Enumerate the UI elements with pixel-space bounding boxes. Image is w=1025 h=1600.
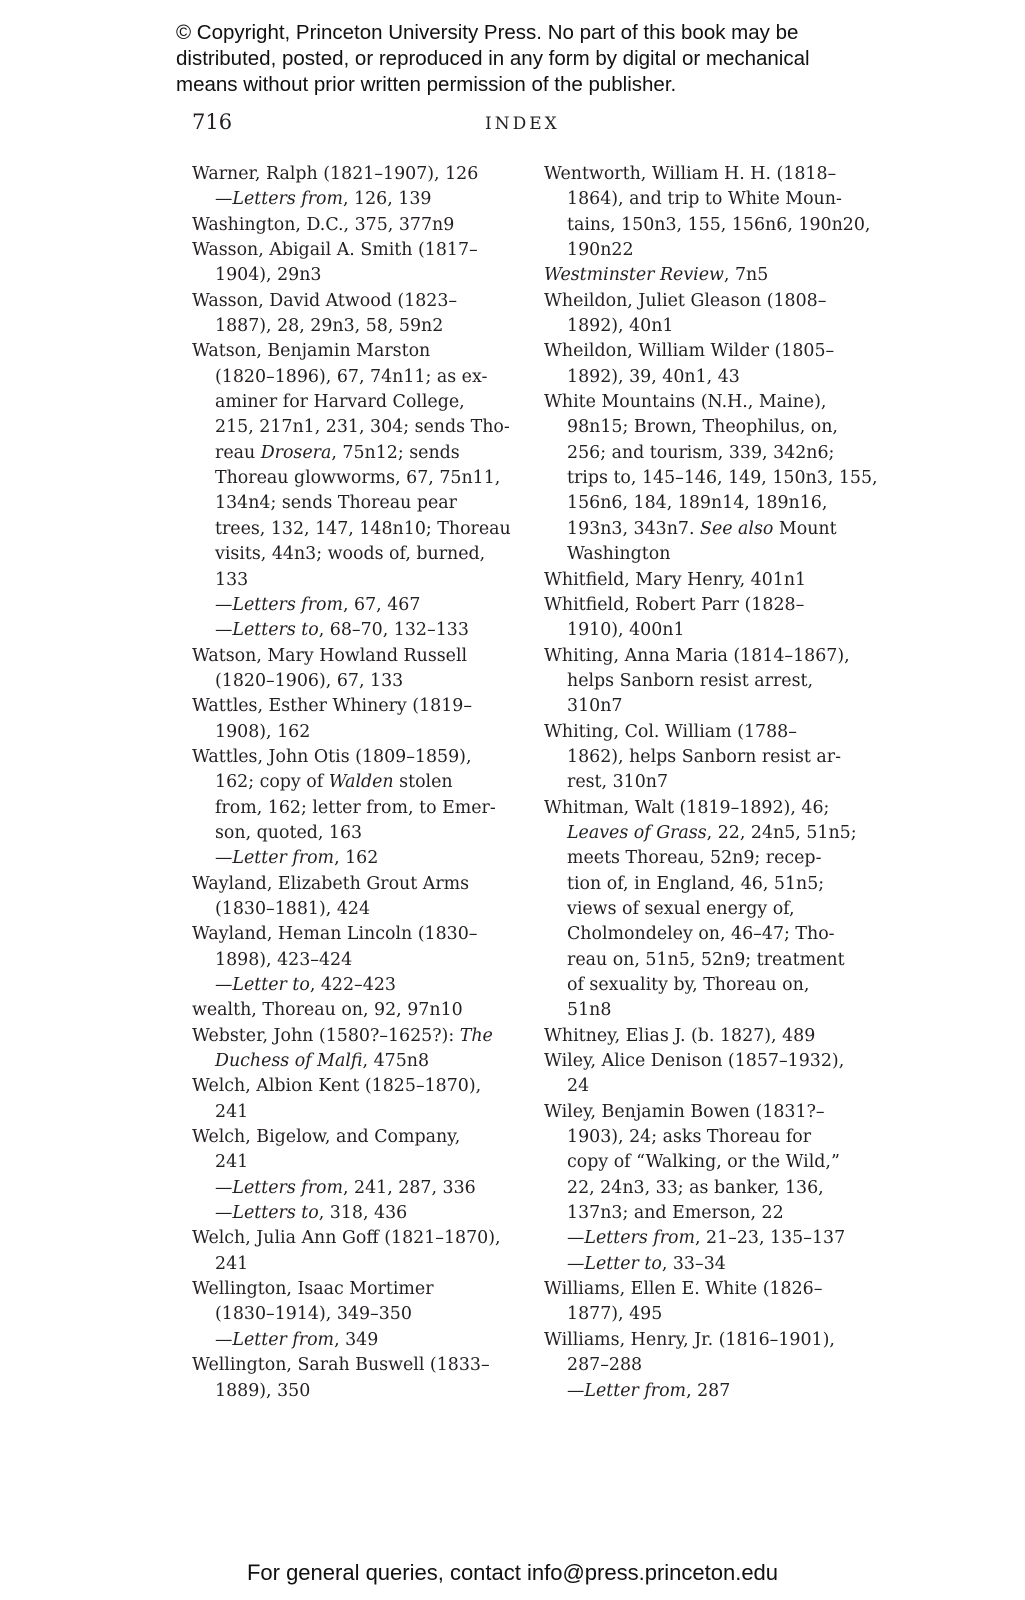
index-entry [192, 1024, 530, 1049]
index-text: Thoreau glowworms, 67, 75n11, [215, 468, 501, 489]
index-subline [544, 846, 894, 871]
index-subline [192, 973, 530, 998]
index-subline [544, 1074, 894, 1099]
index-italic-text: —Letter from [567, 1380, 687, 1401]
index-subline [544, 1176, 894, 1201]
index-entry [544, 339, 894, 364]
index-text: 256; and tourism, 339, 342n6; [567, 442, 835, 463]
index-italic-text: See also [700, 518, 774, 539]
index-text: , 67, 467 [342, 594, 421, 615]
footer-contact: For general queries, contact info@press.princeton.edu [246, 1560, 779, 1585]
index-italic-text: —Letters from [215, 189, 343, 210]
index-text: 1892), 39, 40n1, 43 [567, 366, 740, 387]
index-text: Welch, Albion Kent (1825–1870), [192, 1076, 482, 1097]
index-subline [544, 1353, 894, 1378]
index-text: Williams, Henry, Jr. (1816–1901), [544, 1329, 835, 1350]
index-text: , 422–423 [309, 975, 396, 995]
index-italic-text: The [459, 1025, 493, 1046]
index-entry [192, 339, 530, 364]
copyright-line: means without prior written permission of the publisher. [176, 73, 677, 96]
index-text: , 33–34 [661, 1253, 726, 1274]
index-entry [544, 1100, 894, 1125]
index-subline [544, 694, 894, 719]
index-text: Wattles, John Otis (1809–1859), [192, 746, 472, 767]
index-text: tains, 150n3, 155, 156n6, 190n20, [567, 214, 871, 235]
index-subline [192, 466, 530, 491]
index-subline [544, 1302, 894, 1327]
index-subline [544, 770, 894, 795]
index-subline [544, 821, 894, 846]
running-head: INDEX [485, 114, 560, 134]
index-text: Wiley, Alice Denison (1857–1932), [544, 1051, 845, 1072]
index-subline [192, 187, 530, 212]
index-entry [544, 644, 894, 669]
index-italic-text: —Letter to [567, 1253, 662, 1274]
index-text: 134n4; sends Thoreau pear [215, 493, 457, 514]
index-subline [192, 314, 530, 339]
index-subline [192, 1100, 530, 1125]
index-italic-text: —Letters from [215, 594, 343, 615]
index-text: Warner, Ralph (1821–1907), 126 [192, 164, 479, 184]
index-subline [192, 517, 530, 542]
index-entry [192, 745, 530, 770]
index-subline [192, 568, 530, 593]
index-text: Whiting, Anna Maria (1814–1867), [544, 645, 850, 666]
index-subline [544, 618, 894, 643]
index-italic-text: —Letter from [215, 848, 335, 869]
index-text: , 162 [334, 848, 379, 869]
index-subline [192, 1049, 530, 1074]
index-text: 1898), 423–424 [215, 949, 353, 970]
index-text: rest, 310n7 [567, 772, 669, 793]
index-subline [192, 948, 530, 973]
index-column-right [544, 162, 894, 1404]
index-text: 22, 24n3, 33; as banker, 136, [567, 1177, 824, 1198]
index-entry [544, 1049, 894, 1074]
index-entry [544, 796, 894, 821]
index-subline [544, 187, 894, 212]
index-text: 193n3, 343n7. [567, 518, 701, 539]
index-text: visits, 44n3; woods of, burned, [215, 544, 486, 565]
index-entry [192, 238, 530, 263]
index-subline [544, 213, 894, 238]
index-entry [544, 720, 894, 745]
index-text: Wattles, Esther Whinery (1819– [192, 696, 473, 717]
index-text: Wellington, Sarah Buswell (1833– [192, 1355, 490, 1376]
index-text: Wasson, David Atwood (1823– [192, 290, 458, 311]
index-subline [544, 1379, 894, 1404]
index-text: tion of, in England, 46, 51n5; [567, 873, 825, 894]
index-text: reau on, 51n5, 52n9; treatment [567, 949, 845, 970]
index-text: , 22, 24n5, 51n5; [706, 822, 857, 843]
index-subline [544, 669, 894, 694]
index-text: , 68–70, 132–133 [318, 620, 469, 641]
index-text: 241 [215, 1101, 249, 1122]
index-subline [192, 720, 530, 745]
index-subline [192, 897, 530, 922]
index-text: reau [215, 442, 261, 463]
index-text: from, 162; letter from, to Emer- [215, 797, 496, 818]
copyright-line: © Copyright, Princeton University Press. No part of this book may be [176, 21, 799, 44]
index-subline [544, 1252, 894, 1277]
index-entry [544, 289, 894, 314]
index-entry [192, 998, 530, 1023]
index-text: 137n3; and Emerson, 22 [567, 1203, 784, 1224]
index-text: Whitman, Walt (1819–1892), 46; [544, 797, 830, 818]
index-subline [544, 1226, 894, 1251]
index-entry [192, 872, 530, 897]
index-text: (1830–1914), 349–350 [215, 1304, 412, 1325]
index-subline [544, 365, 894, 390]
index-entry [544, 1328, 894, 1353]
index-subline [192, 390, 530, 415]
index-entry [192, 644, 530, 669]
index-text: , 21–23, 135–137 [694, 1228, 846, 1249]
index-text: Wheildon, Juliet Gleason (1808– [544, 290, 827, 311]
index-text: (1830–1881), 424 [215, 898, 371, 919]
index-subline [544, 872, 894, 897]
index-subline [192, 263, 530, 288]
index-subline [544, 922, 894, 947]
index-entry [192, 162, 530, 187]
index-entry [544, 1277, 894, 1302]
index-entry [192, 289, 530, 314]
index-subline [544, 314, 894, 339]
index-entry [544, 568, 894, 593]
index-text: 1887), 28, 29n3, 58, 59n2 [215, 316, 444, 337]
index-text: meets Thoreau, 52n9; recep- [567, 848, 822, 869]
index-subline [544, 542, 894, 567]
index-entry [192, 1353, 530, 1378]
index-text: Watson, Mary Howland Russell [192, 645, 468, 666]
index-subline [192, 618, 530, 643]
index-subline [192, 365, 530, 390]
index-text: Wasson, Abigail A. Smith (1817– [192, 240, 478, 261]
index-text: of sexuality by, Thoreau on, [567, 975, 810, 995]
index-text: 51n8 [567, 1000, 612, 1021]
index-text: Wentworth, William H. H. (1818– [544, 164, 837, 184]
index-text: 98n15; Brown, Theophilus, on, [567, 417, 838, 438]
index-text: Wayland, Heman Lincoln (1830– [192, 924, 478, 945]
index-subline [544, 973, 894, 998]
index-italic-text: —Letters from [567, 1228, 695, 1249]
index-text: , 349 [334, 1329, 379, 1350]
index-text: Whitney, Elias J. (b. 1827), 489 [544, 1025, 816, 1046]
index-entry [192, 922, 530, 947]
index-entry [544, 390, 894, 415]
index-text: 133 [215, 569, 249, 590]
index-italic-text: Drosera [260, 442, 332, 463]
index-subline [192, 415, 530, 440]
index-text: Welch, Julia Ann Goff (1821–1870), [192, 1228, 501, 1249]
index-subline [192, 1150, 530, 1175]
index-italic-text: —Letters to [215, 620, 319, 641]
index-text: 1903), 24; asks Thoreau for [567, 1127, 812, 1148]
index-subline [192, 1379, 530, 1404]
index-text: 162; copy of [215, 772, 329, 793]
index-text: Washington, D.C., 375, 377n9 [192, 214, 455, 235]
index-text: 1908), 162 [215, 721, 311, 742]
index-text: , 318, 436 [318, 1203, 408, 1224]
index-subline [544, 491, 894, 516]
index-entry [544, 1024, 894, 1049]
index-text: , 7n5 [723, 265, 769, 286]
index-text: Mount [773, 518, 837, 539]
index-text: 24 [567, 1076, 590, 1097]
index-text: Webster, John (1580?–1625?): [192, 1025, 460, 1046]
index-text: 215, 217n1, 231, 304; sends Tho- [215, 417, 510, 438]
index-text: Washington [567, 544, 671, 565]
index-text: Watson, Benjamin Marston [192, 341, 431, 362]
index-text: Cholmondeley on, 46–47; Tho- [567, 924, 835, 945]
index-text: , 75n12; sends [331, 442, 460, 463]
index-column-left [192, 162, 530, 1404]
index-subline [192, 1201, 530, 1226]
index-text: , 126, 139 [342, 189, 432, 210]
index-text: 287–288 [567, 1355, 643, 1376]
index-entry [192, 1226, 530, 1251]
index-subline [544, 517, 894, 542]
index-subline [192, 542, 530, 567]
index-text: 1864), and trip to White Moun- [567, 189, 842, 210]
index-italic-text: Westminster Review [544, 265, 724, 286]
index-entry [544, 162, 894, 187]
index-entry [544, 263, 894, 288]
index-entry [192, 1074, 530, 1099]
index-subline [544, 1150, 894, 1175]
index-italic-text: —Letters to [215, 1203, 319, 1224]
index-italic-text: Duchess of Malfi [215, 1051, 363, 1072]
index-text: Welch, Bigelow, and Company, [192, 1127, 461, 1148]
index-text: 1904), 29n3 [215, 265, 322, 286]
index-text: trips to, 145–146, 149, 150n3, 155, [567, 468, 878, 489]
index-text: 156n6, 184, 189n14, 189n16, [567, 493, 828, 514]
index-subline [192, 796, 530, 821]
index-italic-text: —Letter to [215, 975, 310, 995]
index-entry [192, 213, 530, 238]
index-text: White Mountains (N.H., Maine), [544, 392, 827, 413]
index-text: Wiley, Benjamin Bowen (1831?– [544, 1101, 825, 1122]
index-text: 241 [215, 1152, 249, 1173]
index-text: Wellington, Isaac Mortimer [192, 1279, 434, 1300]
index-subline [544, 1201, 894, 1226]
index-text: 1862), helps Sanborn resist ar- [567, 746, 841, 767]
index-subline [192, 821, 530, 846]
index-text: 1910), 400n1 [567, 620, 685, 641]
index-text: 241 [215, 1253, 249, 1274]
index-text: 190n22 [567, 240, 634, 261]
index-text: 1877), 495 [567, 1304, 663, 1325]
index-text: copy of “Walking, or the Wild,” [567, 1152, 840, 1173]
index-subline [544, 745, 894, 770]
page-number: 716 [192, 110, 233, 134]
index-italic-text: Leaves of Grass [567, 822, 707, 843]
index-text: Wayland, Elizabeth Grout Arms [192, 873, 470, 894]
index-subline [544, 897, 894, 922]
index-text: Williams, Ellen E. White (1826– [544, 1279, 823, 1300]
index-subline [192, 593, 530, 618]
copyright-line: distributed, posted, or reproduced in any form by digital or mechanical [176, 47, 810, 70]
index-text: stolen [393, 772, 453, 793]
index-text: helps Sanborn resist arrest, [567, 670, 814, 691]
index-text: , 475n8 [362, 1051, 430, 1072]
index-text: , 287 [686, 1380, 731, 1401]
index-subline [192, 770, 530, 795]
index-text: Wheildon, William Wilder (1805– [544, 341, 835, 362]
index-subline [544, 238, 894, 263]
index-subline [544, 1125, 894, 1150]
index-subline [192, 846, 530, 871]
index-subline [544, 466, 894, 491]
index-subline [192, 441, 530, 466]
index-entry [192, 1125, 530, 1150]
index-text: Whitfield, Mary Henry, 401n1 [544, 569, 807, 590]
index-italic-text: —Letters from [215, 1177, 343, 1198]
index-entry [192, 1277, 530, 1302]
index-entry [192, 694, 530, 719]
index-subline [192, 1252, 530, 1277]
index-italic-text: Walden [328, 772, 394, 793]
index-subline [192, 669, 530, 694]
index-text: trees, 132, 147, 148n10; Thoreau [215, 518, 511, 539]
index-subline [192, 1302, 530, 1327]
index-text: , 241, 287, 336 [342, 1177, 476, 1198]
index-text: son, quoted, 163 [215, 822, 363, 843]
copyright-notice [176, 20, 876, 98]
index-subline [192, 1328, 530, 1353]
index-text: Whitfield, Robert Parr (1828– [544, 594, 805, 615]
index-subline [544, 441, 894, 466]
index-subline [192, 491, 530, 516]
index-subline [544, 948, 894, 973]
index-text: wealth, Thoreau on, 92, 97n10 [192, 1000, 463, 1021]
index-text: 1889), 350 [215, 1380, 311, 1401]
index-text: Whiting, Col. William (1788– [544, 721, 797, 742]
index-subline [192, 1176, 530, 1201]
index-text: 310n7 [567, 696, 623, 717]
index-text: 1892), 40n1 [567, 316, 674, 337]
index-text: (1820–1906), 67, 133 [215, 670, 404, 691]
index-subline [544, 415, 894, 440]
index-italic-text: —Letter from [215, 1329, 335, 1350]
index-entry [544, 593, 894, 618]
index-text: views of sexual energy of, [567, 898, 795, 919]
index-subline [544, 998, 894, 1023]
index-text: (1820–1896), 67, 74n11; as ex- [215, 366, 488, 387]
index-text: aminer for Harvard College, [215, 392, 465, 413]
